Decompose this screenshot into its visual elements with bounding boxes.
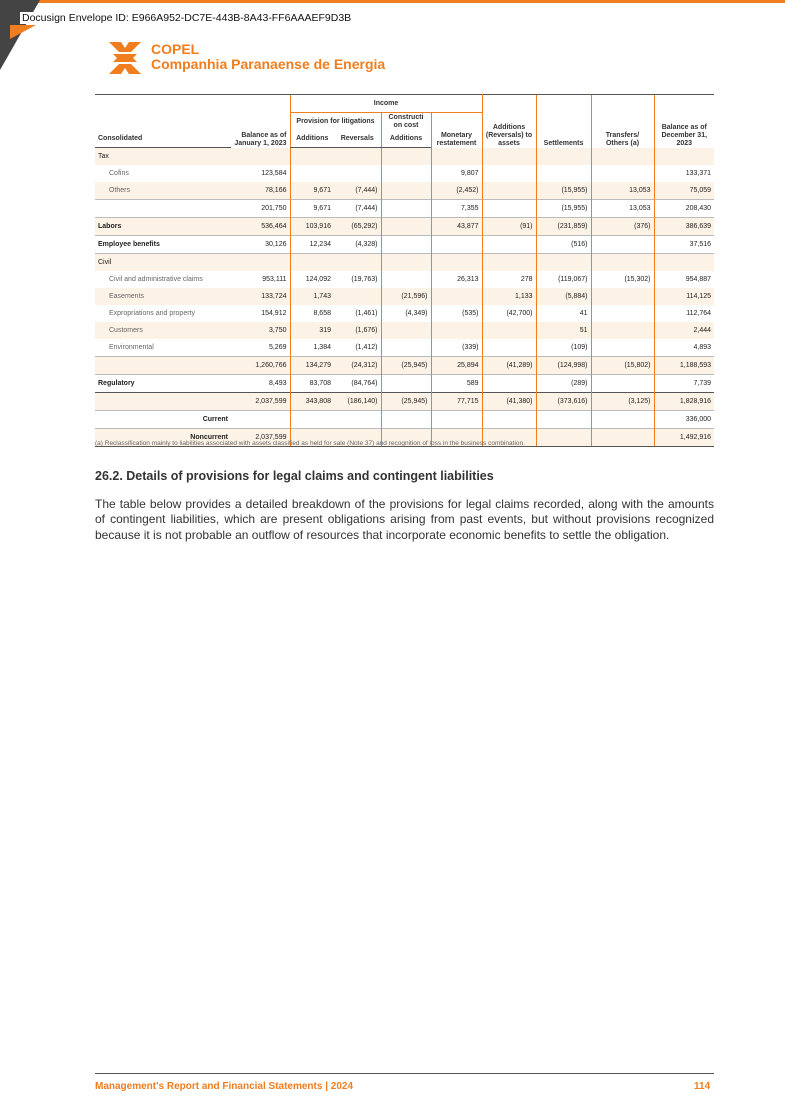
cell-value: (42,700) (482, 305, 536, 322)
header-construction-cost: Constructi on cost (381, 113, 431, 131)
cell-value: (25,945) (381, 357, 431, 375)
header-consolidated: Consolidated (95, 130, 231, 148)
cell-value (591, 429, 654, 447)
table-row (95, 182, 714, 200)
header-provision-litigations: Provision for litigations (290, 113, 381, 131)
cell-value (431, 411, 482, 429)
cell-value (536, 429, 591, 447)
cell-value: 124,092 (290, 271, 334, 288)
cell-value (381, 322, 431, 339)
header-row-1 (95, 95, 714, 113)
cell-value: 386,639 (654, 218, 714, 236)
cell-value: (3,125) (591, 393, 654, 411)
cell-value (482, 322, 536, 339)
cell-value (431, 322, 482, 339)
top-accent-bar (0, 0, 785, 3)
cell-value: (84,764) (334, 375, 381, 393)
cell-value: 2,444 (654, 322, 714, 339)
cell-value: 954,887 (654, 271, 714, 288)
cell-value: 953,111 (262, 276, 287, 283)
cell-value: 13,053 (591, 182, 654, 200)
cell-value: 9,671 (290, 182, 334, 200)
cell-value (591, 165, 654, 182)
cell-value: 319 (290, 322, 334, 339)
cell-value: (373,616) (536, 393, 591, 411)
cell-value: 83,708 (290, 375, 334, 393)
cell-value: 77,715 (431, 393, 482, 411)
cell-value: 8,493 (231, 375, 290, 393)
cell-value: 51 (536, 322, 591, 339)
brand-name: COPEL (151, 41, 200, 57)
brand-block (151, 42, 385, 72)
cell-value: (4,349) (381, 305, 431, 322)
row-label (95, 393, 231, 411)
cell-value: 25,894 (431, 357, 482, 375)
footer-page-number: 114 (694, 1081, 711, 1092)
cell-value: (91) (482, 218, 536, 236)
cell-value: 3,750 (231, 322, 290, 339)
cell-value: (7,444) (334, 200, 381, 218)
body-paragraph: The table below provides a detailed breakdown of the provisions for legal claims recorded, along with the amounts of contingent liabilities, which are present obligations arising from past events, but without provisions recognized because it is not probable an outflow of resources that incorporate economic benefits to settle the obligation. (95, 497, 714, 542)
cell-value: 112,764 (654, 305, 714, 322)
table-row (95, 236, 714, 254)
cell-value: 589 (431, 375, 482, 393)
cell-value: 1,492,916 (654, 429, 714, 447)
cell-value: 1,384 (290, 339, 334, 357)
cell-value (334, 165, 381, 182)
cell-value: 37,516 (654, 236, 714, 254)
cell-value: 1,743 (290, 288, 334, 305)
cell-value (482, 339, 536, 357)
cell-value (381, 236, 431, 254)
cell-value (334, 411, 381, 429)
cell-value: (124,998) (536, 357, 591, 375)
cell-value (591, 322, 654, 339)
table-row-subtotal (95, 200, 714, 218)
header-additions-construction: Additions (381, 130, 431, 148)
cell-value: 1,828,916 (654, 393, 714, 411)
cell-value: 536,464 (231, 218, 290, 236)
cell-value: 7,739 (654, 375, 714, 393)
section-title: 26.2. Details of provisions for legal claims and contingent liabilities (95, 469, 494, 483)
cell-value: 8,658 (290, 305, 334, 322)
table-row-subtotal (95, 357, 714, 375)
row-label: Regulatory (95, 375, 231, 393)
section-row-tax (95, 148, 714, 166)
section-tax: Tax (95, 148, 231, 166)
section-row-civil (95, 254, 714, 272)
cell-value (381, 182, 431, 200)
cell-value: 30,126 (231, 236, 290, 254)
cell-value (381, 339, 431, 357)
cell-value (290, 411, 334, 429)
cell-value: 103,916 (290, 218, 334, 236)
row-label: Current (95, 411, 231, 429)
table-row (95, 305, 714, 322)
header-monetary-restatement: Monetary restatement (431, 113, 482, 148)
cell-value: (4,328) (334, 236, 381, 254)
cell-value: (289) (536, 375, 591, 393)
row-label: Employee benefits (95, 236, 231, 254)
cell-value: 43,877 (431, 218, 482, 236)
row-label (95, 200, 231, 218)
cell-value: (25,945) (381, 393, 431, 411)
table-row-total (95, 393, 714, 411)
cell-value: (7,444) (334, 182, 381, 200)
cell-value (591, 339, 654, 357)
cell-value: (24,312) (334, 357, 381, 375)
cell-value: 154,912 (261, 310, 287, 317)
cell-value (591, 288, 654, 305)
table-row (95, 375, 714, 393)
cell-value: (109) (536, 339, 591, 357)
cell-value (431, 236, 482, 254)
cell-value: 41 (536, 305, 591, 322)
cell-value: (15,302) (591, 271, 654, 288)
cell-value: (15,955) (536, 182, 591, 200)
cell-value: (231,859) (536, 218, 591, 236)
header-balance-jan: Balance as of January 1, 2023 (234, 131, 287, 147)
cell-value (431, 288, 482, 305)
cell-value: 9,807 (431, 165, 482, 182)
cell-value (381, 165, 431, 182)
cell-value: (21,596) (381, 288, 431, 305)
cell-value (591, 411, 654, 429)
cell-value (482, 200, 536, 218)
row-label: Expropriations and property (109, 310, 195, 317)
cell-value: 336,000 (654, 411, 714, 429)
copel-logo-icon (107, 40, 143, 76)
cell-value: (41,289) (482, 357, 536, 375)
row-label: Others (95, 182, 231, 200)
cell-value (381, 375, 431, 393)
cell-value: (339) (431, 339, 482, 357)
cell-value: 1,260,766 (231, 357, 290, 375)
envelope-id: Docusign Envelope ID: E966A952-DC7E-443B-8A43-FF6AAAEF9D3B (22, 12, 352, 24)
cell-value: 208,430 (654, 200, 714, 218)
cell-value (482, 375, 536, 393)
cell-value (536, 165, 591, 182)
row-label: Customers (95, 322, 231, 339)
cell-value (482, 182, 536, 200)
cell-value (381, 218, 431, 236)
cell-value: 123,584 (261, 170, 287, 177)
provisions-table (95, 94, 714, 447)
header-balance-dec: Balance as of December 31, 2023 (654, 113, 714, 148)
footer-rule (95, 1073, 714, 1074)
brand-full-name: Companhia Paranaense de Energia (151, 56, 386, 72)
cell-value: 133,724 (231, 288, 290, 305)
cell-value: 114,125 (654, 288, 714, 305)
row-label (95, 357, 231, 375)
cell-value: 5,269 (268, 344, 287, 351)
table-row (95, 218, 714, 236)
cell-value: (1,461) (355, 310, 378, 317)
cell-value: (119,067) (536, 271, 591, 288)
cell-value: 78,166 (231, 182, 290, 200)
header-income: Income (290, 95, 482, 113)
cell-value: 134,279 (290, 357, 334, 375)
cell-value: (376) (591, 218, 654, 236)
cell-value (591, 236, 654, 254)
section-civil: Civil (95, 254, 231, 272)
cell-value: (1,676) (334, 322, 381, 339)
table-row (95, 165, 714, 182)
cell-value (231, 411, 290, 429)
cell-value: 278 (482, 271, 536, 288)
table-row-current (95, 411, 714, 429)
cell-value (290, 165, 334, 182)
cell-value: (535) (431, 305, 482, 322)
header-additions: Additions (290, 130, 334, 148)
cell-value: 2,037,599 (231, 393, 290, 411)
cell-value: (41,380) (482, 393, 536, 411)
header-transfers-others: Transfers/ Others (a) (591, 113, 654, 148)
cell-value: (19,763) (351, 276, 378, 283)
header-row-2 (95, 113, 714, 131)
cell-value (482, 236, 536, 254)
cell-value: 133,371 (654, 165, 714, 182)
header-additions-reversals: Additions (Reversals) to assets (482, 113, 536, 148)
cell-value (482, 165, 536, 182)
cell-value (381, 200, 431, 218)
cell-value: 13,053 (591, 200, 654, 218)
cell-value (536, 411, 591, 429)
cell-value: 201,750 (231, 200, 290, 218)
cell-value: (5,884) (536, 288, 591, 305)
cell-value: (15,955) (536, 200, 591, 218)
cell-value (334, 288, 381, 305)
table-row (95, 322, 714, 339)
row-label: Civil and administrative claims (109, 276, 203, 283)
cell-value: (65,292) (334, 218, 381, 236)
cell-value: 75,059 (654, 182, 714, 200)
cell-value: 7,355 (431, 200, 482, 218)
cell-value: (2,452) (431, 182, 482, 200)
table-row (95, 271, 714, 288)
cell-value (591, 375, 654, 393)
cell-value: (516) (536, 236, 591, 254)
header-settlements: Settlements (536, 113, 591, 148)
cell-value: 2,037,599 (231, 429, 290, 447)
row-label: Environmental (109, 344, 154, 351)
cell-value (482, 411, 536, 429)
cell-value: 1,188,593 (654, 357, 714, 375)
cell-value (381, 271, 431, 288)
row-label: Easements (95, 288, 231, 305)
cell-value (381, 411, 431, 429)
cell-value: 4,893 (654, 339, 714, 357)
cell-value: 12,234 (290, 236, 334, 254)
cell-value (591, 305, 654, 322)
table-row (95, 339, 714, 357)
header-reversals: Reversals (334, 130, 381, 148)
table-row (95, 288, 714, 305)
cell-value: 1,133 (482, 288, 536, 305)
row-label: Labors (95, 218, 231, 236)
cell-value: 9,671 (290, 200, 334, 218)
table-footnote: (a) Reclassification mainly to liabilities associated with assets classified as held for sale (Note 37) and recognition of loss in the business combination. (95, 440, 525, 447)
cell-value: 343,808 (290, 393, 334, 411)
cell-value: (1,412) (355, 344, 378, 351)
cell-value: (15,802) (591, 357, 654, 375)
corner-decoration-accent (10, 25, 36, 39)
cell-value: 26,313 (431, 271, 482, 288)
row-label: Noncurrent (95, 429, 231, 447)
cell-value: (186,140) (334, 393, 381, 411)
row-label: Cofins (109, 170, 129, 177)
footer-report-title: Management's Report and Financial Statements | 2024 (95, 1081, 354, 1092)
